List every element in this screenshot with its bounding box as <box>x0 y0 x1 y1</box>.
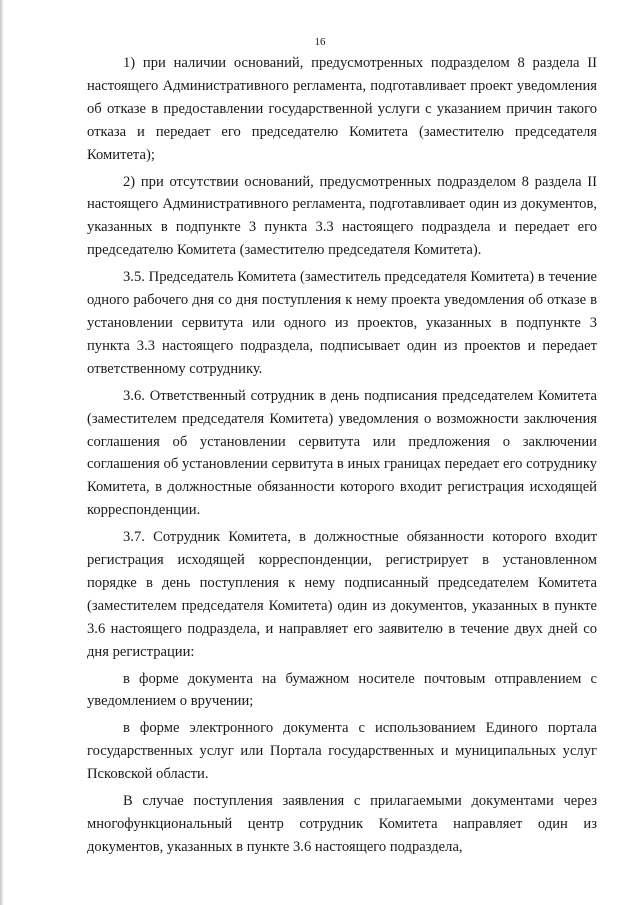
document-body <box>87 52 597 859</box>
paragraph-mfc-case: В случае поступления заявления с прилагаемыми документами через многофункциональный центр сотрудник Комитета направляет один из документов, указанных в пункте 3.6 настоящего подраздела, <box>87 793 597 855</box>
page-number: 16 <box>314 36 326 48</box>
paragraph-paper-form: в форме документа на бумажном носителе почтовым отправлением с уведомлением о вручении; <box>87 670 597 710</box>
paragraph-electronic-form: в форме электронного документа с использованием Единого портала государственных услуг или Портала государственных и муниципальных услуг Псковской области. <box>87 720 597 783</box>
paragraph-subitem-2: 2) при отсутствии оснований, предусмотренных подразделом 8 раздела II настоящего Административного регламента, подготавливает один из документов, указанных в подпункте 3 пункта 3.3 настоящего подраздела и передает его председателю Комитета (заместителю председателя Комитета). <box>87 173 597 259</box>
paragraph-3-5: 3.5. Председатель Комитета (заместитель председателя Комитета) в течение одного рабочего дня со дня поступления к нему проекта уведомления об отказе в установлении сервитута или одного из проектов, указанных в подпункте 3 пункта 3.3 настоящего подраздела, подписывает один из проектов и передает ответственному сотруднику. <box>87 269 597 377</box>
paragraph-3-7: 3.7. Сотрудник Комитета, в должностные обязанности которого входит регистрация исходящей корреспонденции, регистрирует в установленном порядке в день поступления к нему подписанный председателем Комитета (заместителем председателя Комитета) один из документов, указанных в пункте 3.6 настоящего подраздела, и направляет его заявителю в течение двух дней со дня регистрации: <box>87 529 597 660</box>
scan-edge-shadow <box>0 0 4 905</box>
paragraph-3-6: 3.6. Ответственный сотрудник в день подписания председателем Комитета (заместителем председателя Комитета) уведомления о возможности заключения соглашения об установлении сервитута или предложения о заключении соглашения об установлении сервитута в иных границах передает его сотруднику Комитета, в должностные обязанности которого входит регистрация исходящей корреспонденции. <box>87 387 597 519</box>
paragraph-subitem-1: 1) при наличии оснований, предусмотренных подразделом 8 раздела II настоящего Административного регламента, подготавливает проект уведомления об отказе в предоставлении государственной услуги с указанием причин такого отказа и передает его председателю Комитета (заместителю председателя Комитета); <box>87 55 597 163</box>
